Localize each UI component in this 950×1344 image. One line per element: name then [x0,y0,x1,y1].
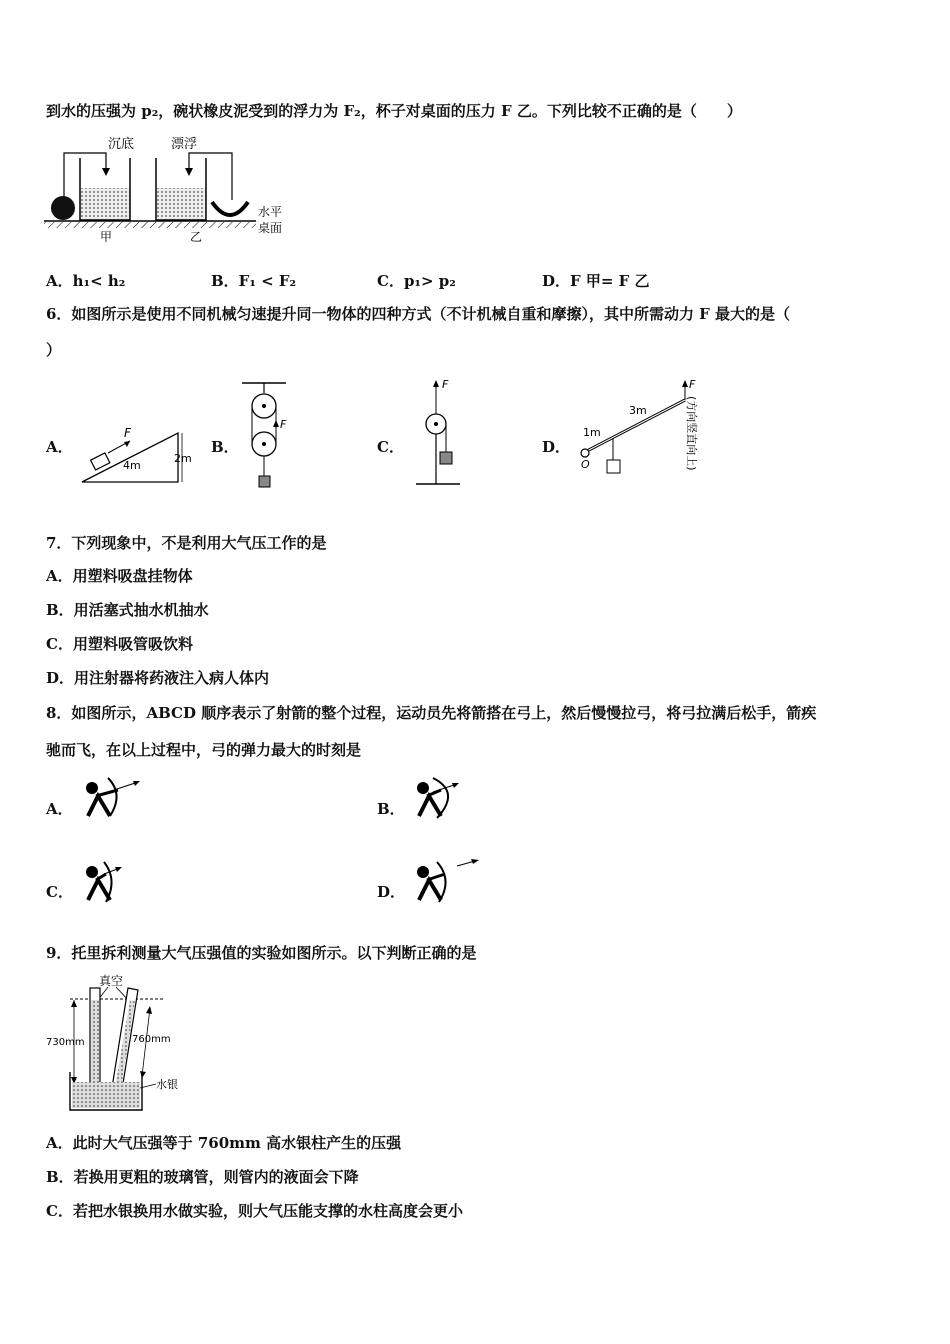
q8-option-d[interactable]: D． [377,883,406,901]
q9-option-c[interactable]: C．若把水银换用水做实验，则大气压能支撑的水柱高度会更小 [46,1202,463,1220]
q5-stem: 到水的压强为 p₂，碗状橡皮泥受到的浮力为 F₂，杯子对桌面的压力 F 乙。下列比较不正确的是（ ） [46,102,742,120]
q7-option-a[interactable]: A．用塑料吸盘挂物体 [46,567,193,585]
label-table-1: 水平 [258,205,283,219]
label-table-2: 桌面 [258,221,283,235]
label-3m: 3m [629,404,647,417]
label-f-d: F [689,378,696,391]
label-mercury: 水银 [156,1078,178,1091]
q8-stem-line1: 8．如图所示，ABCD 顺序表示了射箭的整个过程，运动员先将箭搭在弓上，然后慢慢拉弓，将弓拉满后松手，箭疾 [46,704,817,722]
q9-option-b[interactable]: B．若换用更粗的玻璃管，则管内的液面会下降 [46,1168,359,1186]
q5-option-b[interactable]: B．F₁ < F₂ [211,272,297,290]
q5-option-c[interactable]: C．p₁> p₂ [377,272,456,290]
sunk-ball-icon [51,196,75,220]
q8-archer-c [74,860,144,906]
q6-fig-lever [573,376,708,491]
label-f-c: F [442,378,449,391]
q8-option-a[interactable]: A． [46,800,73,818]
q6-option-a[interactable]: A． [46,438,73,456]
label-dir-note: (方向竖直向上) [685,396,698,471]
q8-archer-d [405,856,483,906]
q7-stem: 7．下列现象中，不是利用大气压工作的是 [46,534,327,552]
label-yi: 乙 [190,230,203,244]
q5-figure [44,130,294,248]
q5-option-a[interactable]: A．h₁< h₂ [46,272,126,290]
q8-archer-a [74,776,144,822]
label-730mm: 730mm [46,1037,85,1048]
label-2m: 2m [174,452,192,465]
q6-option-b[interactable]: B． [211,438,239,456]
label-sink: 沉底 [108,137,135,152]
q8-archer-b [405,776,475,822]
q5-option-d[interactable]: D．F 甲= F 乙 [542,272,650,290]
label-1m: 1m [583,426,601,439]
q9-torricelli-figure [44,972,194,1117]
q6-fig-incline [78,425,198,487]
q6-fig-pulley-block [238,378,298,493]
label-760mm: 760mm [132,1034,171,1045]
label-vacuum: 真空 [99,974,124,988]
q7-option-b[interactable]: B．用活塞式抽水机抽水 [46,601,209,619]
q7-option-c[interactable]: C．用塑料吸管吸饮料 [46,635,193,653]
q6-option-d[interactable]: D． [542,438,571,456]
q6-stem-line2: ） [46,341,62,359]
label-f-b: F [280,418,287,431]
label-f-a: F [124,426,131,440]
q8-stem-line2: 驰而飞，在以上过程中，弓的弹力最大的时刻是 [46,741,362,759]
q8-option-b[interactable]: B． [377,800,405,818]
label-jia: 甲 [100,230,113,244]
floating-bowl-icon [212,202,248,215]
label-float: 漂浮 [171,137,198,152]
q7-option-d[interactable]: D．用注射器将药液注入病人体内 [46,669,270,687]
q9-stem: 9．托里拆利测量大气压强值的实验如图所示。以下判断正确的是 [46,944,477,962]
q9-option-a[interactable]: A．此时大气压强等于 760mm 高水银柱产生的压强 [46,1134,402,1152]
q6-fig-fixed-pulley [412,376,472,491]
q8-option-c[interactable]: C． [46,883,73,901]
label-4m: 4m [123,459,141,472]
q6-option-c[interactable]: C． [377,438,404,456]
q6-stem-line1: 6．如图所示是使用不同机械匀速提升同一物体的四种方式（不计机械自重和摩擦），其中所需动力 F 最大的是（ [46,305,791,323]
label-o: O [581,458,590,471]
